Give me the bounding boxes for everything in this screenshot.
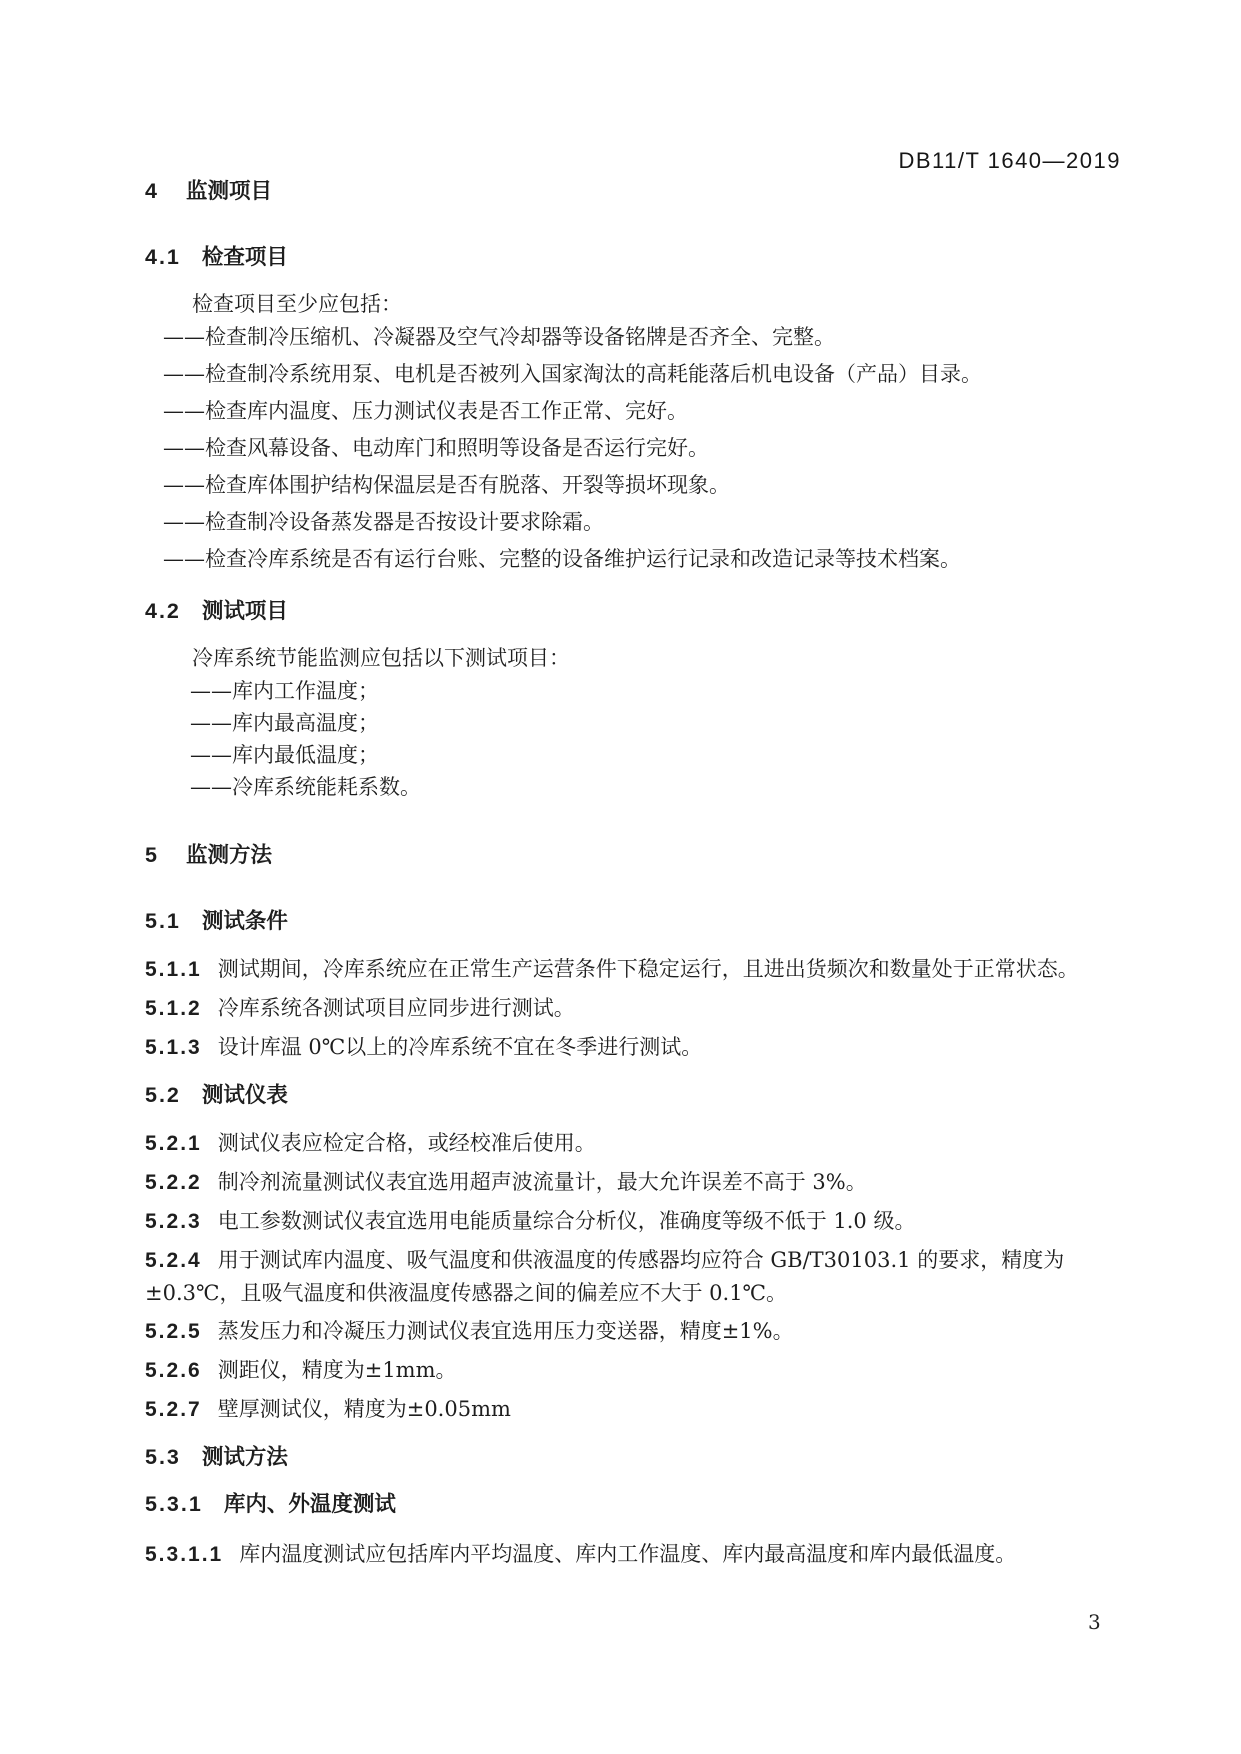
section-heading [145, 241, 1120, 273]
clause-paragraph [145, 1166, 1120, 1199]
dash-list-item: ——检查制冷系统用泵、电机是否被列入国家淘汰的高耗能落后机电设备（产品）目录。 [163, 362, 982, 386]
clause-paragraph [145, 953, 1120, 986]
clause-paragraph [145, 1205, 1120, 1238]
clause-number: 5.2.4 [145, 1249, 202, 1272]
clause-number: 5.1.2 [145, 997, 202, 1020]
page-number: 3 [1088, 1610, 1101, 1634]
dash-list-item: ——检查冷库系统是否有运行台账、完整的设备维护运行记录和改造记录等技术档案。 [163, 547, 961, 571]
clause-text: 测试期间，冷库系统应在正常生产运营条件下稳定运行，且进出货频次和数量处于正常状态。 [217, 957, 1079, 981]
dash-list-item: ——库内最低温度； [190, 743, 379, 767]
clause-paragraph [145, 1315, 1120, 1348]
clause-number: 5.2.7 [145, 1398, 202, 1421]
clause-text: 电工参数测试仪表宜选用电能质量综合分析仪，准确度等级不低于 1.0 级。 [217, 1209, 916, 1233]
heading-number: 5.2 [145, 1083, 181, 1107]
clause-paragraph [145, 1393, 1120, 1426]
heading-number: 5 [145, 843, 159, 867]
clause-paragraph [145, 1354, 1120, 1387]
heading-number: 5.1 [145, 909, 181, 933]
clause-paragraph [145, 1031, 1120, 1064]
body-paragraph: 冷库系统节能监测应包括以下测试项目： [192, 646, 570, 670]
dash-list-item: ——冷库系统能耗系数。 [190, 775, 421, 799]
heading-title: 测试项目 [201, 599, 288, 623]
clause-paragraph [145, 1538, 1120, 1571]
doc-number: DB11/T 1640—2019 [898, 148, 1121, 173]
clause-number: 5.2.2 [145, 1171, 202, 1194]
clause-number: 5.3.1.1 [145, 1543, 224, 1566]
clause-text: 蒸发压力和冷凝压力测试仪表宜选用压力变送器，精度±1%。 [217, 1319, 794, 1343]
dash-list-item: ——检查库内温度、压力测试仪表是否工作正常、完好。 [163, 399, 688, 423]
clause-text: 用于测试库内温度、吸气温度和供液温度的传感器均应符合 GB/T30103.1 的要求，精度为 [217, 1248, 1065, 1272]
section-heading [145, 595, 1120, 627]
clause-text: 壁厚测试仪，精度为±0.05mm [217, 1397, 511, 1421]
dash-list-item: ——检查风幕设备、电动库门和照明等设备是否运行完好。 [163, 436, 709, 460]
heading-number: 5.3 [145, 1445, 181, 1469]
clause-number: 5.2.3 [145, 1210, 202, 1233]
heading-title: 测试方法 [201, 1445, 288, 1469]
section-heading [145, 1441, 1120, 1473]
clause-number: 5.2.1 [145, 1132, 202, 1155]
clause-paragraph [145, 1244, 1120, 1309]
clause-number: 5.1.3 [145, 1036, 202, 1059]
clause-number: 5.2.6 [145, 1359, 202, 1382]
dash-list-item: ——检查制冷压缩机、冷凝器及空气冷却器等设备铭牌是否齐全、完整。 [163, 325, 835, 349]
clause-text: 制冷剂流量测试仪表宜选用超声波流量计，最大允许误差不高于 3%。 [217, 1170, 867, 1194]
clause-paragraph [145, 1127, 1120, 1160]
section-heading [145, 175, 1120, 207]
clause-paragraph [145, 992, 1120, 1025]
clause-number: 5.2.5 [145, 1320, 202, 1343]
clause-text: 设计库温 0℃以上的冷库系统不宜在冬季进行测试。 [217, 1035, 703, 1059]
heading-title: 测试条件 [201, 909, 288, 933]
heading-number: 5.3.1 [145, 1492, 203, 1516]
document-content [145, 175, 1120, 1571]
dash-list-item: ——库内最高温度； [190, 711, 379, 735]
clause-text: 库内温度测试应包括库内平均温度、库内工作温度、库内最高温度和库内最低温度。 [239, 1542, 1017, 1566]
heading-number: 4 [145, 179, 159, 203]
heading-title: 监测项目 [185, 179, 272, 203]
clause-text-continuation: ±0.3℃，且吸气温度和供液温度传感器之间的偏差应不大于 0.1℃。 [145, 1281, 788, 1305]
section-heading [145, 905, 1120, 937]
heading-number: 4.2 [145, 599, 181, 623]
heading-title: 库内、外温度测试 [223, 1492, 396, 1516]
section-heading [145, 1488, 1120, 1520]
heading-title: 测试仪表 [201, 1083, 288, 1107]
dash-list-item: ——库内工作温度； [190, 679, 379, 703]
dash-list-item: ——检查库体围护结构保温层是否有脱落、开裂等损坏现象。 [163, 473, 730, 497]
clause-text: 测距仪，精度为±1mm。 [217, 1358, 457, 1382]
section-heading [145, 839, 1120, 871]
clause-number: 5.1.1 [145, 958, 202, 981]
heading-title: 监测方法 [185, 843, 272, 867]
section-heading [145, 1079, 1120, 1111]
body-paragraph: 检查项目至少应包括： [192, 292, 402, 316]
heading-title: 检查项目 [201, 245, 288, 269]
clause-text: 冷库系统各测试项目应同步进行测试。 [217, 996, 575, 1020]
clause-text: 测试仪表应检定合格，或经校准后使用。 [217, 1131, 596, 1155]
heading-number: 4.1 [145, 245, 181, 269]
dash-list-item: ——检查制冷设备蒸发器是否按设计要求除霜。 [163, 510, 604, 534]
